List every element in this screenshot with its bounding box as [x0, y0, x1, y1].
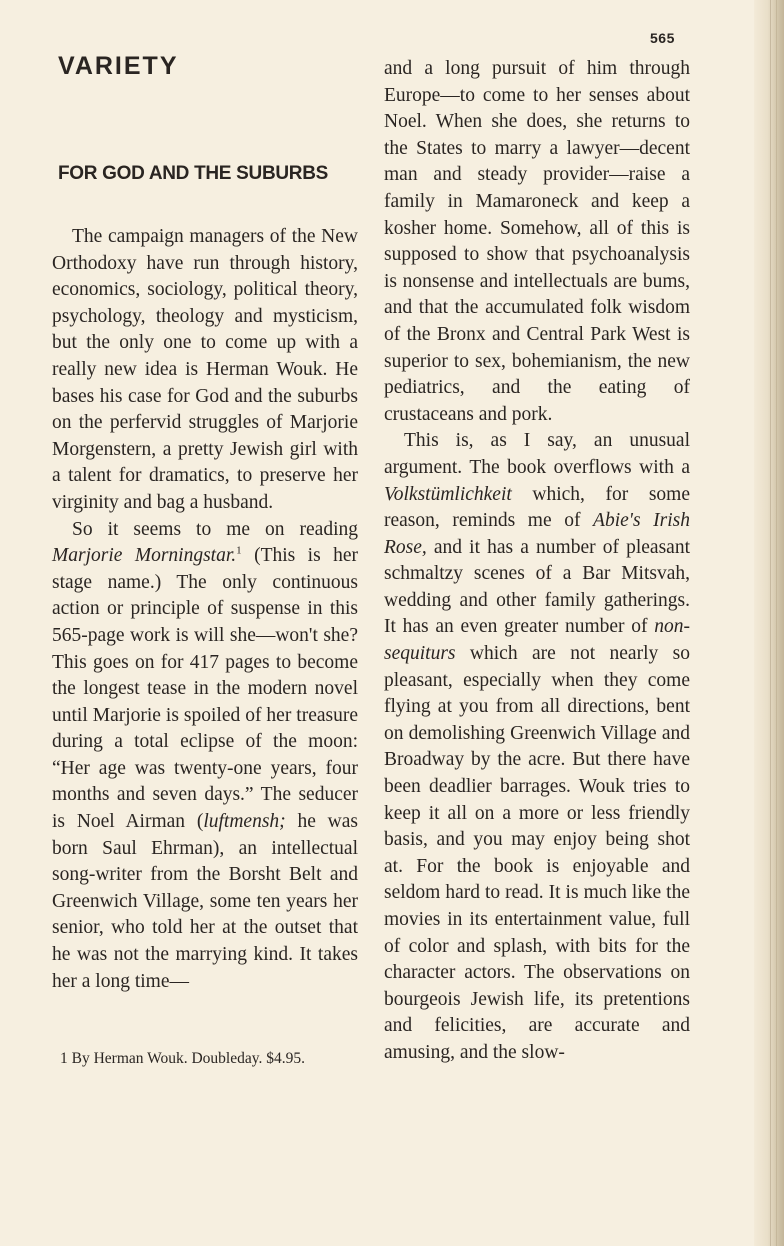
footnote-ref: 1	[236, 544, 242, 557]
luftmensh-italic: luftmensh;	[203, 811, 286, 833]
paragraph-3-text-c: and it has a number of pleasant schmaltzy scenes of a Bar Mitsvah, wedding and other family gatherings. It has an even greater number of	[384, 536, 690, 638]
paragraph-3	[384, 428, 690, 1066]
paragraph-2-text-b: (This is her stage name.) The only continuous action or principle of suspense in this 565-page work is will she—won't she? This goes on for 417 pages to become the longest tease in the modern novel until Marjorie is spoiled of her treasure during a total eclipse of the moon: “Her age was twenty-one years, four months and seven days.” The seducer is Noel Airman (	[52, 545, 358, 833]
page-number: 565	[650, 30, 675, 46]
left-column	[52, 224, 358, 995]
paragraph-continued: and a long pursuit of him through Europe—to come to her senses about Noel. When she does, she returns to the States to marry a lawyer—decent man and steady provider—raise a family in Mamaroneck and keep a kosher home. Somehow, all of this is supposed to show that psychoanalysis is nonsense and intellectuals are bums, and that the accumulated folk wisdom of the Bronx and Central Park West is superior to sex, bohemianism, the new pediatrics, and the eating of crustaceans and pork.	[384, 58, 690, 425]
paragraph-3-text-d: which are not nearly so pleasant, especially when they come flying at you from all directions, bent on demolishing Greenwich Village and Broadway by the acre. But there have been deadlier barrages. Wouk tries to keep it all on a more or less friendly basis, and you may enjoy being shot at. For the book is enjoyable and seldom hard to read. It is much like the movies in its entertainment value, full of color and splash, with bits for the character actors. The observations on bourgeois Jewish life, its pretentions and felicities, are accurate and amusing, and the slow-	[384, 643, 690, 1063]
section-title: VARIETY	[58, 52, 179, 80]
footnote-text: By Herman Wouk. Doubleday. $4.95.	[71, 1050, 305, 1067]
footnote-number: 1	[60, 1050, 68, 1067]
footnote	[52, 1048, 358, 1069]
paragraph-2-text-a: So it seems to me on reading	[72, 518, 358, 540]
book-title-italic: Marjorie Morningstar.	[52, 545, 237, 567]
paragraph-2	[52, 517, 358, 996]
abies-irish-rose-italic: Abie's Irish Rose,	[384, 510, 690, 558]
paragraph-3-text-b: which, for some reason, reminds me of	[384, 483, 690, 532]
volkstumlichkeit-italic: Volkstümlichkeit	[384, 483, 512, 505]
paragraph-2-text-c: he was born Saul Ehrman), an intellectual song-writer from the Borsht Belt and Greenwich Village, some ten years her senior, who told her at the outset that he was not the marrying kind. It takes her a long time—	[52, 811, 358, 992]
paragraph-3-text-a: This is, as I say, an unusual argument. The book overflows with a	[384, 430, 690, 478]
right-column	[384, 56, 690, 1067]
article-title: FOR GOD AND THE SUBURBS	[58, 163, 329, 184]
paragraph-1: The campaign managers of the New Orthodoxy have run through history, economics, sociology, political theory, psychology, theology and mysticism, but the only one to come up with a really new idea is Herman Wouk. He bases his case for God and the suburbs on the perfervid struggles of Marjorie Morgenstern, a pretty Jewish girl with a talent for dramatics, to preserve her virginity and bag a husband.	[52, 226, 358, 513]
non-sequiturs-italic: non-sequiturs	[384, 616, 690, 665]
page-edge-shadow	[754, 0, 784, 1246]
